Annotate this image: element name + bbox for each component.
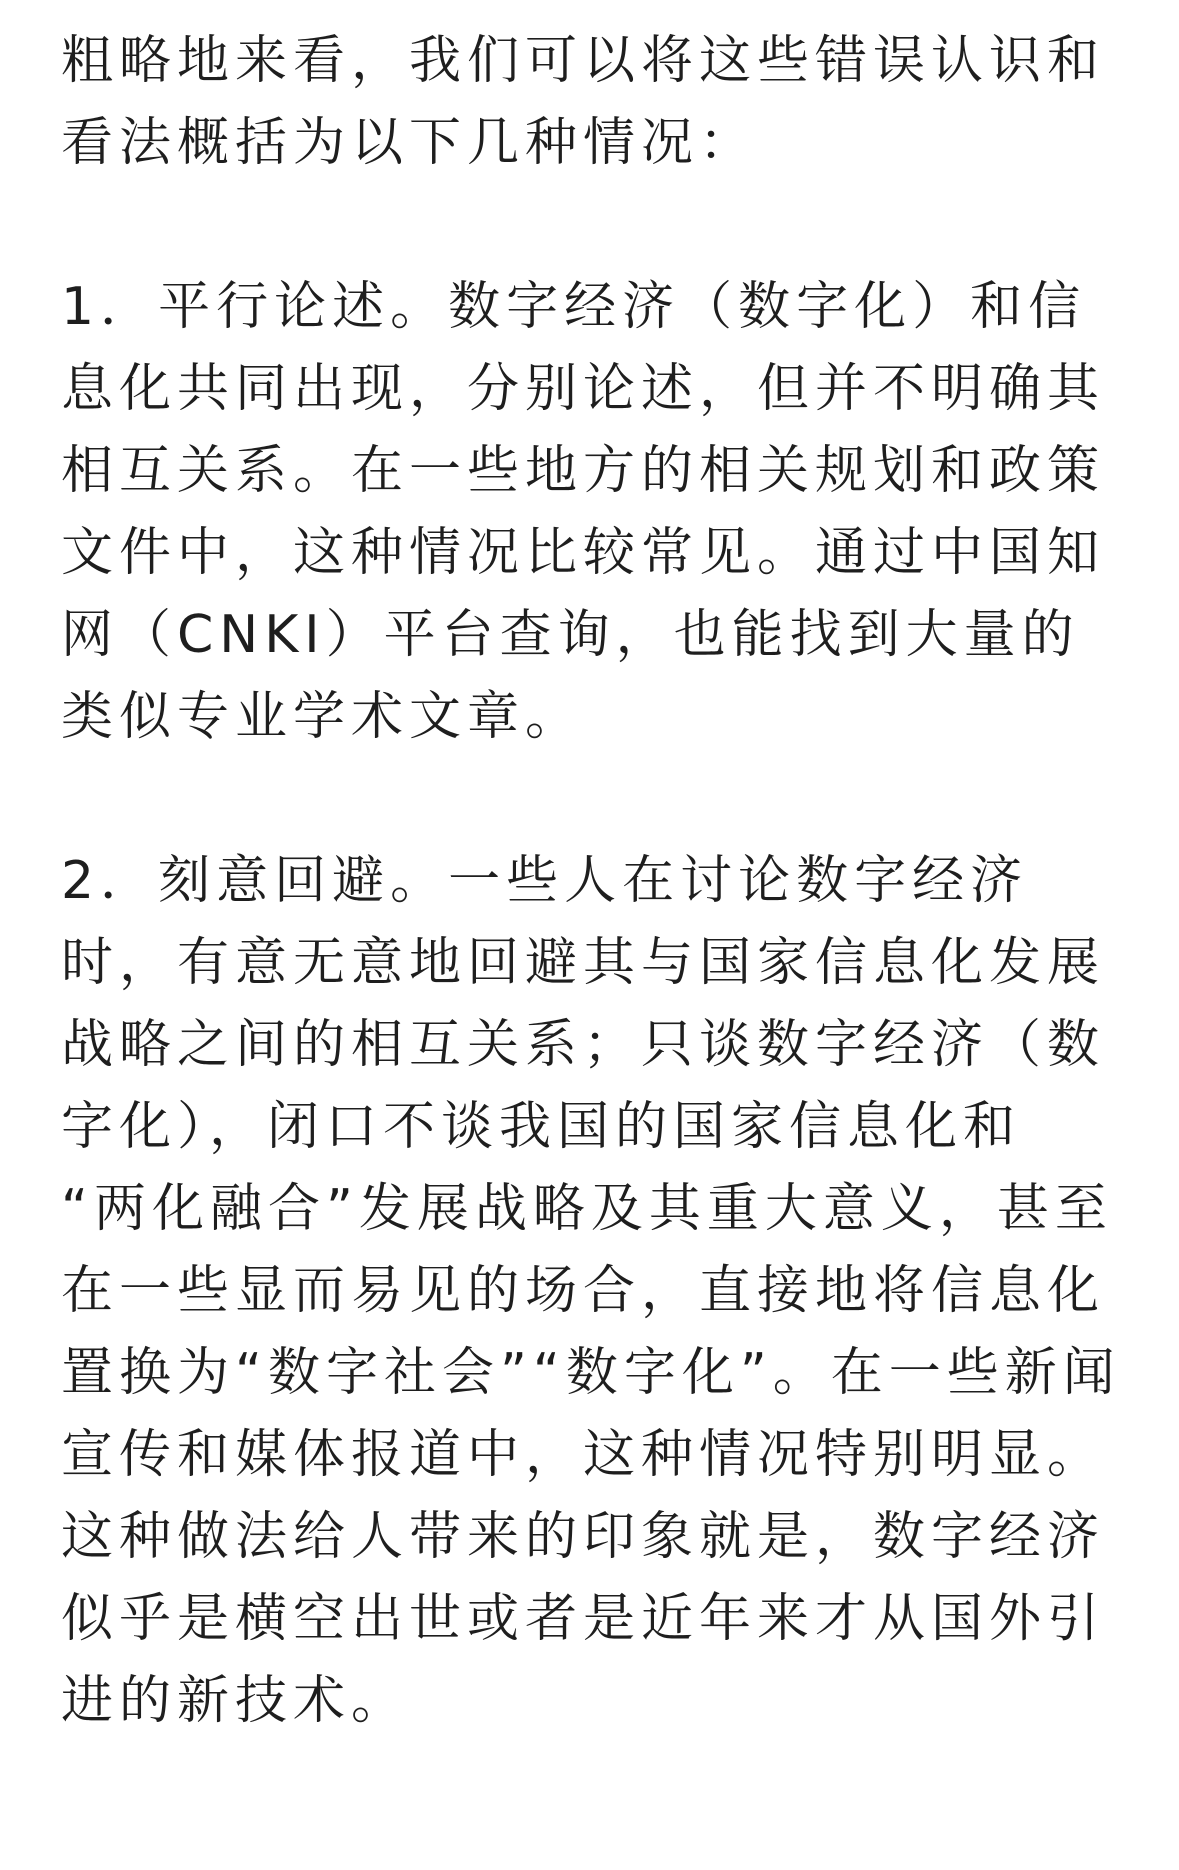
point-1-paragraph: [61, 266, 1121, 758]
text-line: 字化），闭口不谈我国的国家信息化和: [61, 1097, 1022, 1157]
text-line: 置换为“数字社会”“数字化”。在一些新闻: [61, 1343, 1121, 1403]
intro-paragraph: [61, 20, 1121, 184]
text-line: 看法概括为以下几种情况：: [61, 113, 758, 173]
text-line: 相互关系。在一些地方的相关规划和政策: [61, 441, 1106, 501]
text-line: 息化共同出现，分别论述，但并不明确其: [61, 359, 1106, 419]
text-line: 这种做法给人带来的印象就是，数字经济: [61, 1507, 1106, 1567]
text-line: 网（CNKI）平台查询，也能找到大量的: [61, 605, 1080, 665]
text-line: 似乎是横空出世或者是近年来才从国外引: [61, 1589, 1106, 1649]
text-line: 战略之间的相互关系；只谈数字经济（数: [61, 1015, 1106, 1075]
text-line: 2．刻意回避。一些人在讨论数字经济: [61, 851, 1029, 911]
point-2-paragraph: [61, 840, 1121, 1742]
text-line: 宣传和媒体报道中，这种情况特别明显。: [61, 1425, 1106, 1485]
text-line: 在一些显而易见的场合，直接地将信息化: [61, 1261, 1106, 1321]
text-line: 1．平行论述。数字经济（数字化）和信: [61, 277, 1087, 337]
text-line: “两化融合”发展战略及其重大意义，甚至: [61, 1179, 1113, 1239]
text-line: 类似专业学术文章。: [61, 687, 584, 747]
text-line: 进的新技术。: [61, 1671, 410, 1731]
text-line: 时，有意无意地回避其与国家信息化发展: [61, 933, 1106, 993]
article-body: [61, 20, 1121, 1742]
text-line: 文件中，这种情况比较常见。通过中国知: [61, 523, 1106, 583]
text-line: 粗略地来看，我们可以将这些错误认识和: [61, 31, 1106, 91]
